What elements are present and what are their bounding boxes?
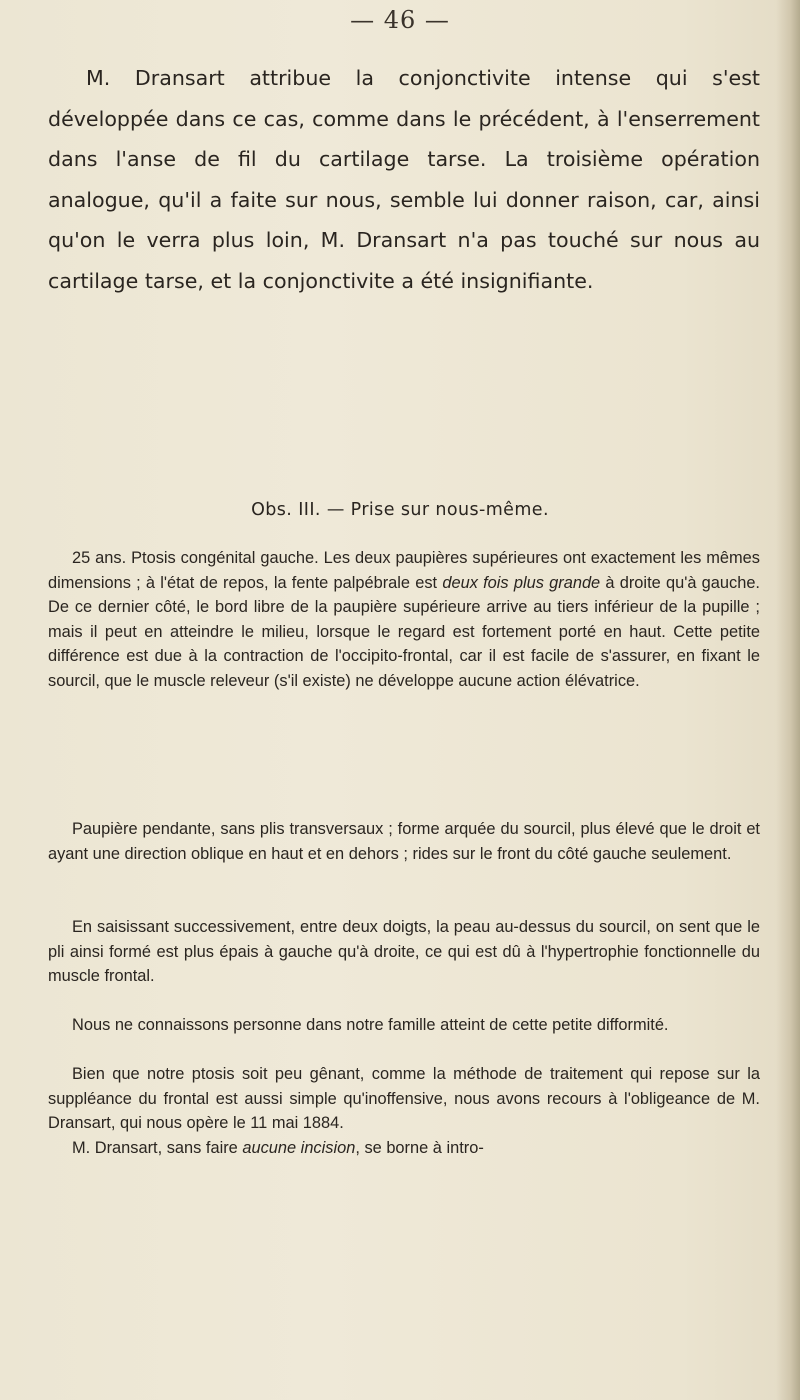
p2-text: Paupière pendante, sans plis transversaux ; forme arquée du sourcil, plus élevé que le droit et ayant une direction oblique en haut et en dehors ; rides sur le front du côté gauche seulement. [48,820,760,863]
p6-emphasis: aucune incision [242,1139,356,1157]
observation-paragraph-6 [48,1136,760,1161]
observation-paragraph-4 [48,1013,760,1038]
intro-paragraph-text: M. Dransart attribue la conjonctivite intense qui s'est développée dans ce cas, comme dans le précédent, à l'enserrement dans l'anse de fil du cartilage tarse. La troisième opération analogue, qu'il a faite sur nous, semble lui donner raison, car, ainsi qu'on le verra plus loin, M. Dransart n'a pas touché sur nous au cartilage tarse, et la conjonctivite a été insignifiante. [48,66,760,293]
p5-text: Bien que notre ptosis soit peu gênant, comme la méthode de traitement qui repose sur la suppléance du frontal est aussi simple qu'inoffensive, nous avons recours à l'obligeance de M. Dransart, qui nous opère le 11 mai 1884. [48,1065,760,1133]
observation-heading: Obs. III. — Prise sur nous-même. [251,500,549,520]
page-edge-shadow [776,0,800,1400]
p6-text-end: , se borne à intro- [355,1139,484,1157]
p1-text-start: 25 ans. Ptosis congénital gauche. Les deux paupières supérieures ont exactement les mêmes dimensions ; à l'état de repos, la fente palpébrale est [48,549,760,592]
observation-paragraph-5 [48,1062,760,1136]
p4-text: Nous ne connaissons personne dans notre famille atteint de cette petite difformité. [72,1016,669,1034]
observation-paragraph-2 [48,817,760,866]
page-number: — 46 — [350,6,450,34]
p3-text: En saisissant successivement, entre deux doigts, la peau au-dessus du sourcil, on sent que le pli ainsi formé est plus épais à gauche qu'à droite, ce qui est dû à l'hypertrophie fonctionnelle du muscle frontal. [48,918,760,986]
observation-paragraph-1 [48,546,760,694]
p1-text-end: à droite qu'à gauche. De ce dernier côté, le bord libre de la paupière supérieure arrive au tiers inférieur de la pupille ; mais il peut en atteindre le milieu, lorsque le regard est fortement porté en haut. Cette petite différence est due à la contraction de l'occipito-frontal, car il est facile de s'assurer, en fixant le sourcil, que le muscle releveur (s'il existe) ne développe aucune action élévatrice. [48,573,760,690]
observation-paragraph-3 [48,915,760,989]
intro-paragraph [48,58,760,302]
p1-emphasis: deux fois plus grande [442,573,601,592]
p6-text-start: M. Dransart, sans faire [72,1139,243,1157]
